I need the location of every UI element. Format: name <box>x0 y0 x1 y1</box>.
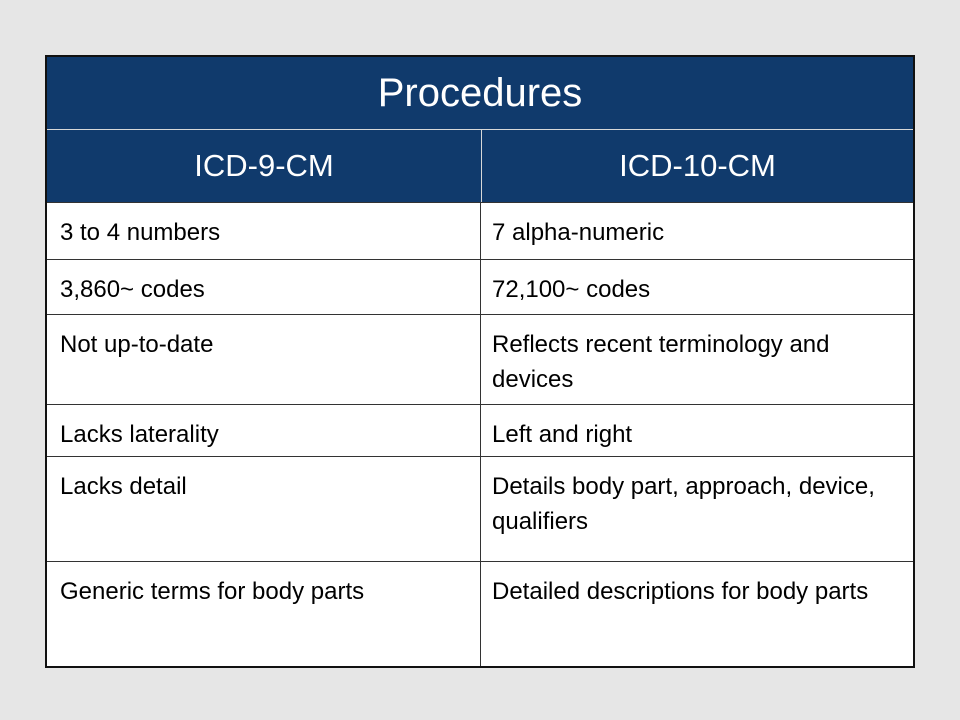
cell-icd9: Lacks laterality <box>47 405 481 456</box>
cell-icd9: Generic terms for body parts <box>47 562 481 666</box>
cell-icd9: 3,860~ codes <box>47 260 481 314</box>
table-header-row <box>47 130 913 202</box>
cell-icd10: 7 alpha-numeric <box>492 219 665 246</box>
table-row <box>47 314 913 404</box>
cell-icd10: Details body part, approach, device, qualifiers <box>492 473 875 535</box>
cell-icd10: Detailed descriptions for body parts <box>492 578 869 605</box>
table-row <box>47 404 913 456</box>
cell-icd10: Reflects recent terminology and devices <box>492 331 830 393</box>
column-header-icd9: ICD-9-CM <box>47 130 482 202</box>
table-row <box>47 259 913 314</box>
column-header-icd10: ICD-10-CM <box>619 148 776 183</box>
comparison-table <box>45 55 915 668</box>
cell-icd10: Left and right <box>492 421 633 448</box>
table-row <box>47 456 913 561</box>
cell-icd9: 3 to 4 numbers <box>47 203 481 259</box>
table-row <box>47 202 913 259</box>
cell-icd9: Lacks detail <box>47 457 481 561</box>
cell-icd10: 72,100~ codes <box>492 276 651 303</box>
cell-icd9: Not up-to-date <box>47 315 481 404</box>
table-title: Procedures <box>47 57 913 130</box>
table-row <box>47 561 913 666</box>
